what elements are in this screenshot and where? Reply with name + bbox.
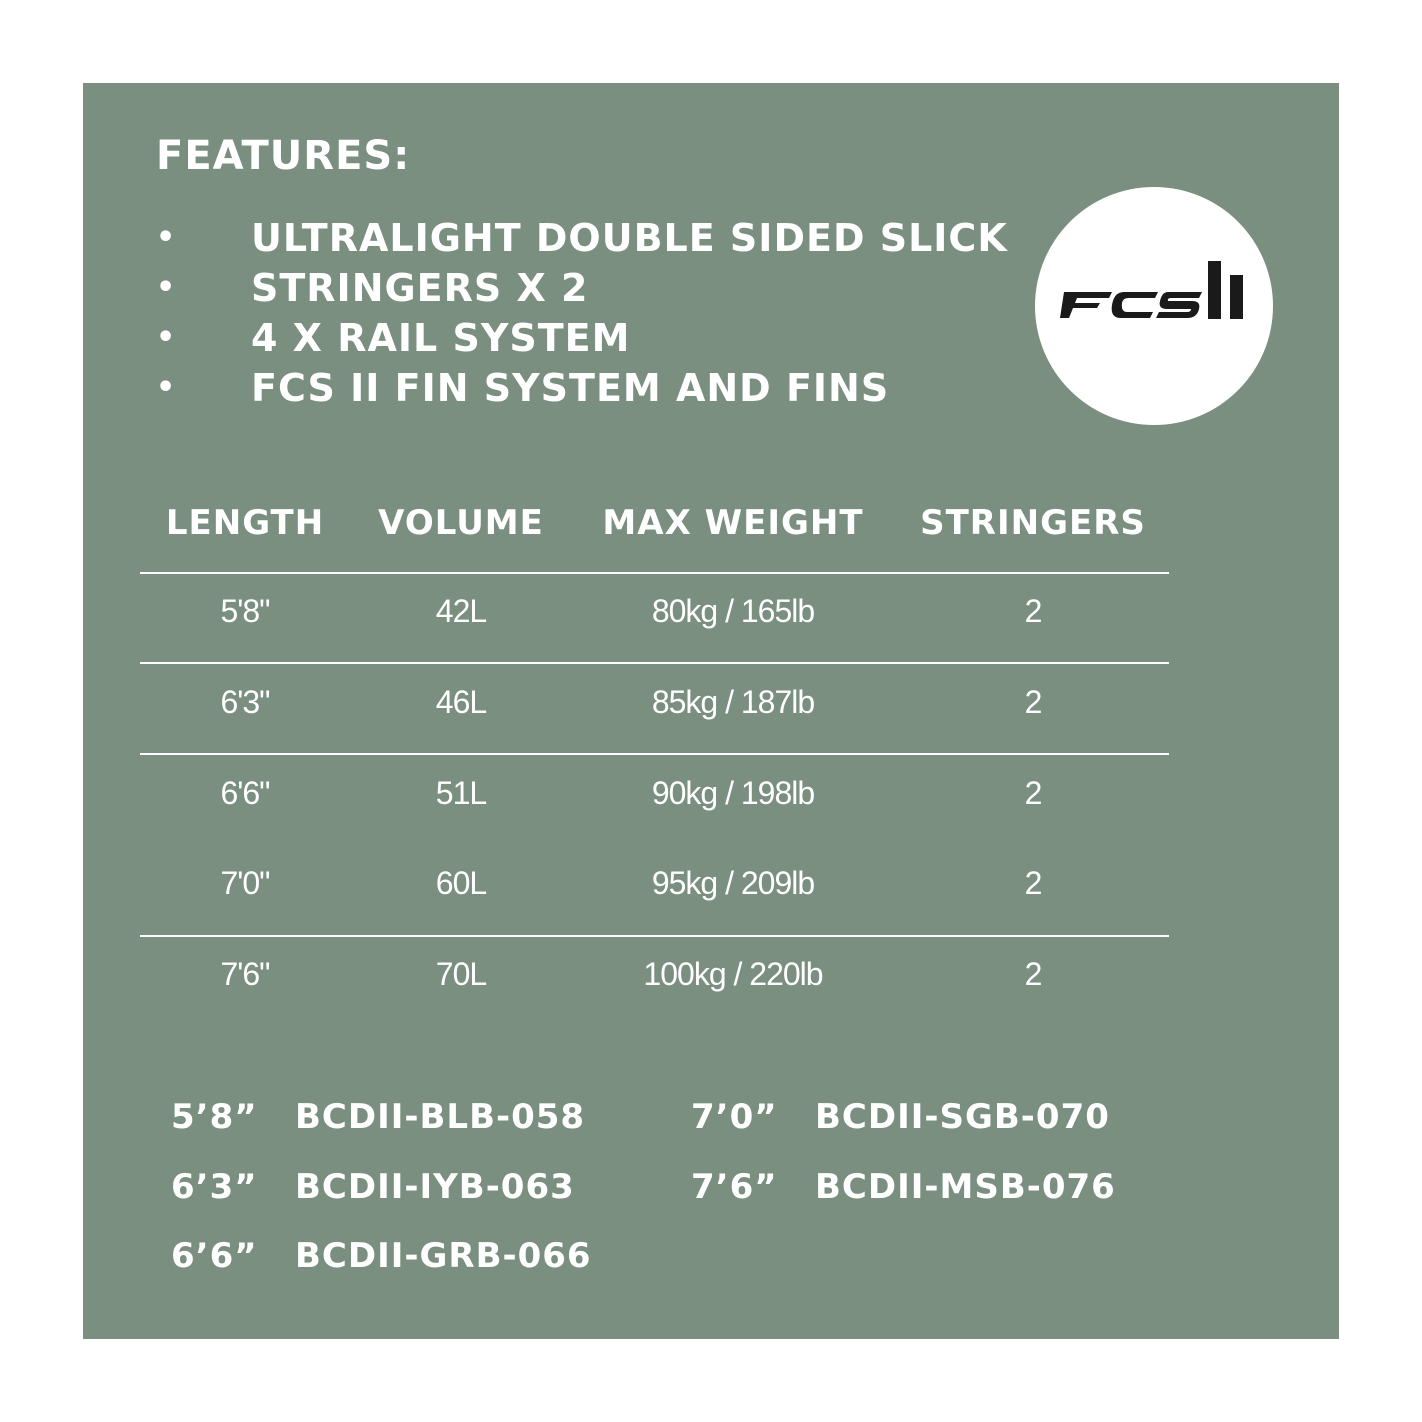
code-sku: BCDII-BLB-058 [295,1097,586,1137]
code-sku: BCDII-MSB-076 [815,1167,1116,1207]
cell-max-weight: 90kg / 198lb [651,775,815,811]
cell-stringers: 2 [1024,775,1042,811]
cell-volume: 42L [435,593,487,629]
code-sku: BCDII-GRB-066 [295,1236,592,1276]
cell-length: 6'6" [220,775,270,811]
cell-max-weight: 100kg / 220lb [643,956,823,992]
product-codes [83,1093,1339,1293]
cell-length: 7'0" [220,865,270,901]
feature-text: 4 X RAIL SYSTEM [251,316,631,360]
table-row [83,765,1339,825]
bullet-icon: • [156,370,177,405]
cell-stringers: 2 [1024,593,1042,629]
table-row [83,855,1339,915]
cell-volume: 51L [435,775,487,811]
cell-max-weight: 95kg / 209lb [651,865,815,901]
table-divider [140,753,1169,755]
feature-text: FCS II FIN SYSTEM AND FINS [251,366,890,410]
fcs-logo-badge [1035,187,1273,425]
table-row [83,674,1339,734]
code-sku: BCDII-IYB-063 [295,1167,575,1207]
table-divider [140,662,1169,664]
feature-text: STRINGERS X 2 [251,266,589,310]
cell-length: 6'3" [220,684,270,720]
bullet-icon: • [156,270,177,305]
code-size: 6’3” [171,1167,258,1207]
code-size: 7’6” [691,1167,778,1207]
code-size: 5’8” [171,1097,258,1137]
table-row [83,946,1339,1006]
cell-volume: 60L [435,865,487,901]
cell-stringers: 2 [1024,956,1042,992]
header-max-weight: MAX WEIGHT [602,503,864,543]
features-title: FEATURES: [156,133,411,179]
cell-volume: 46L [435,684,487,720]
table-divider [140,935,1169,937]
spec-table-header [83,503,1339,553]
bullet-icon: • [156,320,177,355]
code-size: 6’6” [171,1236,258,1276]
header-length: LENGTH [165,503,325,543]
feature-text: ULTRALIGHT DOUBLE SIDED SLICK [251,216,1008,260]
header-volume: VOLUME [378,503,544,543]
code-sku: BCDII-SGB-070 [815,1097,1110,1137]
cell-length: 7'6" [220,956,270,992]
bullet-icon: • [156,220,177,255]
cell-volume: 70L [435,956,487,992]
cell-length: 5'8" [220,593,270,629]
cell-stringers: 2 [1024,865,1042,901]
code-size: 7’0” [691,1097,778,1137]
fcs-ii-logo-icon [1060,257,1250,337]
cell-max-weight: 80kg / 165lb [651,593,815,629]
cell-stringers: 2 [1024,684,1042,720]
table-divider [140,572,1169,574]
header-stringers: STRINGERS [920,503,1146,543]
table-row [83,583,1339,643]
cell-max-weight: 85kg / 187lb [651,684,815,720]
spec-sheet-panel [83,83,1339,1339]
